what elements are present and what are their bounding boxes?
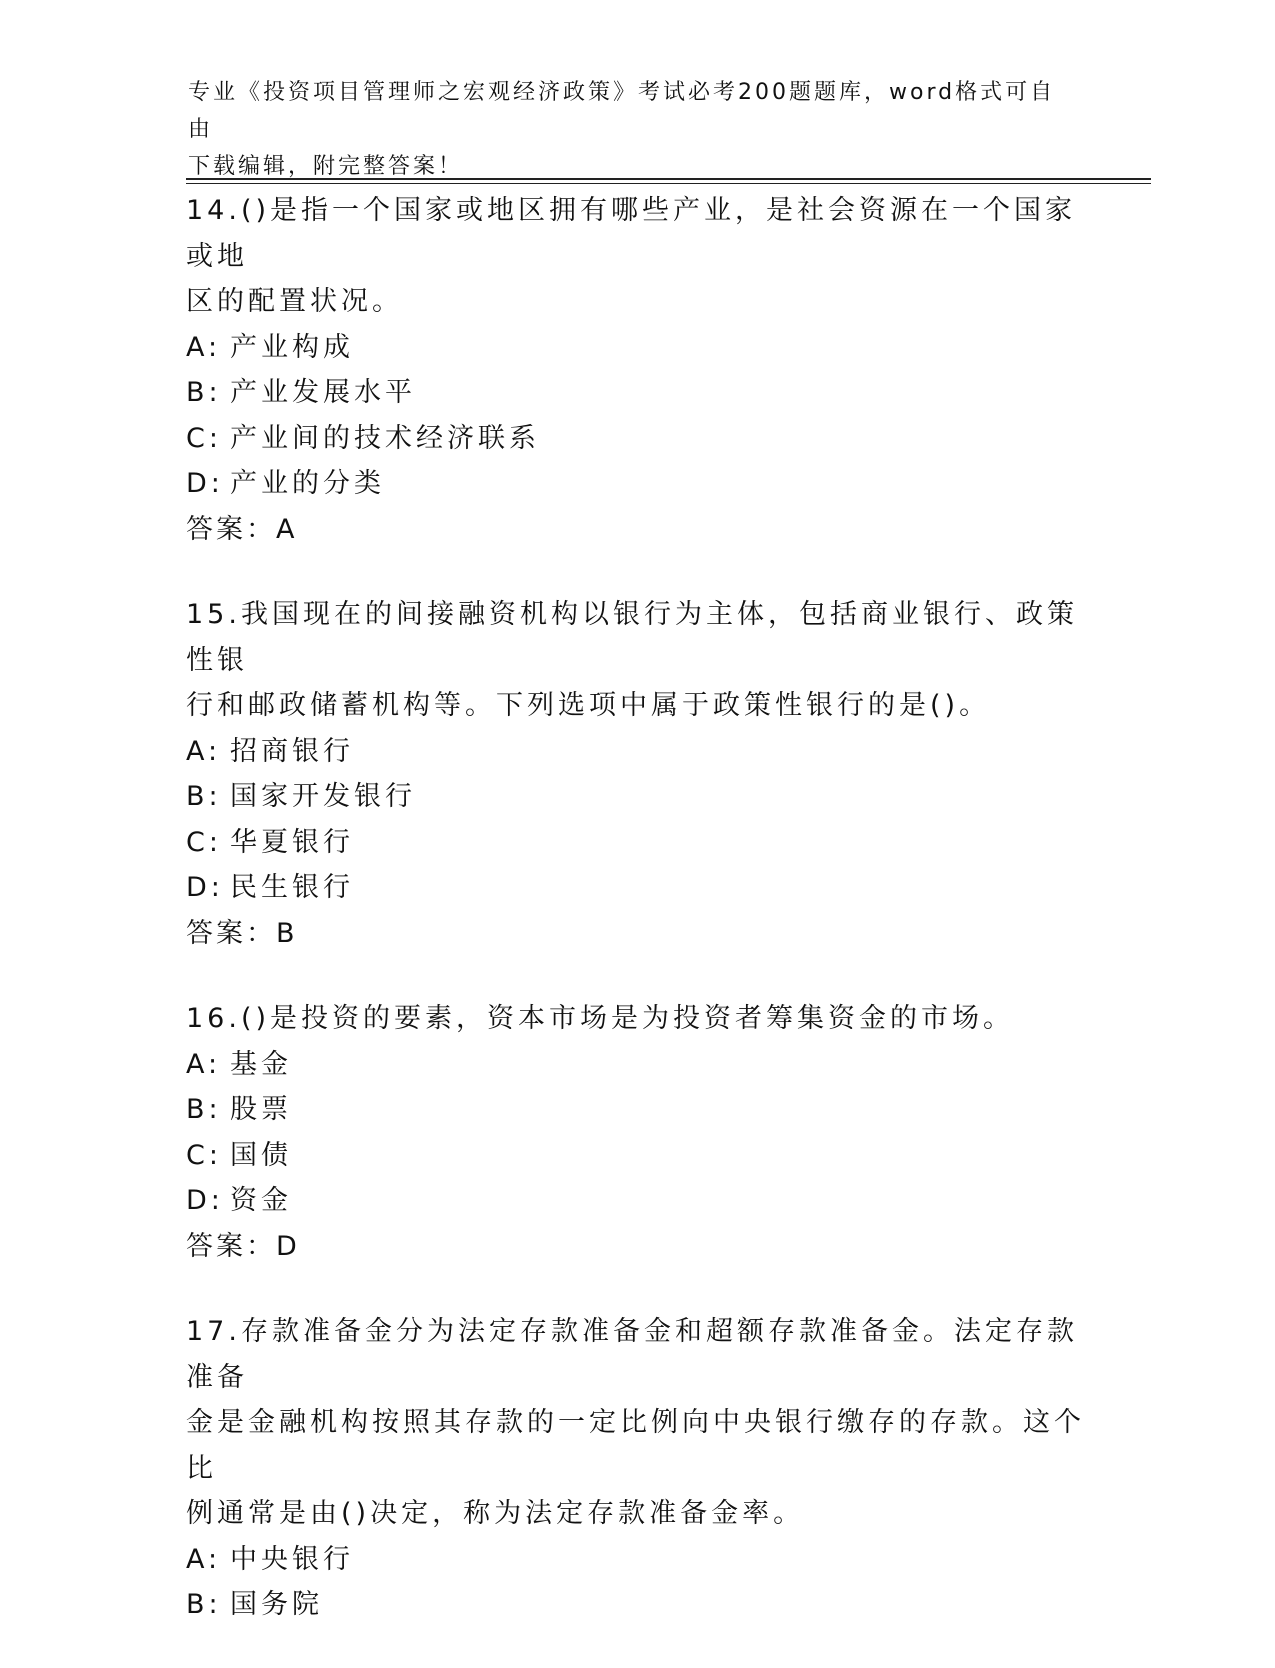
option-letter: B: xyxy=(186,1094,222,1125)
option-text: 产业间的技术经济联系 xyxy=(230,422,540,454)
option-a xyxy=(186,1537,1086,1583)
option-c xyxy=(186,1133,1086,1179)
question-16 xyxy=(186,996,1086,1269)
option-b xyxy=(186,774,1086,820)
option-text: 基金 xyxy=(230,1048,292,1080)
question-text-line: 例通常是由()决定，称为法定存款准备金率。 xyxy=(186,1498,805,1529)
question-text-line: 15.我国现在的间接融资机构以银行为主体，包括商业银行、政策性银 xyxy=(186,599,1078,676)
option-letter: B: xyxy=(186,1589,222,1620)
option-text: 产业的分类 xyxy=(230,468,385,499)
option-letter: A: xyxy=(186,735,222,767)
option-text: 股票 xyxy=(230,1094,292,1125)
option-c xyxy=(186,416,1086,462)
option-letter: C: xyxy=(186,1139,222,1171)
option-letter: A: xyxy=(186,1543,222,1575)
option-letter: B: xyxy=(186,781,222,812)
option-letter: D: xyxy=(186,468,224,499)
question-text xyxy=(186,592,1086,729)
question-text-line: 16.()是投资的要素，资本市场是为投资者筹集资金的市场。 xyxy=(186,1003,1015,1034)
option-letter: D: xyxy=(186,872,224,903)
option-d xyxy=(186,1178,1086,1224)
option-text: 资金 xyxy=(230,1185,292,1216)
document-header xyxy=(188,74,1068,185)
question-text-line: 17.存款准备金分为法定存款准备金和超额存款准备金。法定存款准备 xyxy=(186,1316,1078,1393)
option-text: 产业构成 xyxy=(230,331,354,363)
answer-line: 答案：A xyxy=(186,513,298,545)
option-a xyxy=(186,325,1086,371)
option-text: 中央银行 xyxy=(230,1543,354,1575)
option-text: 国家开发银行 xyxy=(230,781,416,812)
option-letter: B: xyxy=(186,377,222,408)
option-letter: A: xyxy=(186,331,222,363)
option-text: 国债 xyxy=(230,1139,292,1171)
header-line-1: 专业《投资项目管理师之宏观经济政策》考试必考200题题库，word格式可自由 xyxy=(188,80,1056,142)
option-c xyxy=(186,820,1086,866)
question-text xyxy=(186,996,1086,1042)
question-text xyxy=(186,1309,1086,1537)
option-d xyxy=(186,461,1086,507)
option-letter: C: xyxy=(186,422,222,454)
question-text xyxy=(186,188,1086,325)
header-divider-thin xyxy=(186,183,1151,184)
question-text-line: 金是金融机构按照其存款的一定比例向中央银行缴存的存款。这个比 xyxy=(186,1407,1085,1484)
option-text: 招商银行 xyxy=(230,735,354,767)
question-14 xyxy=(186,188,1086,552)
question-text-line: 14.()是指一个国家或地区拥有哪些产业，是社会资源在一个国家或地 xyxy=(186,195,1077,272)
question-17 xyxy=(186,1309,1086,1628)
option-b xyxy=(186,370,1086,416)
question-text-line: 区的配置状况。 xyxy=(186,286,403,317)
header-line-2: 下载编辑，附完整答案！ xyxy=(188,154,464,179)
question-15 xyxy=(186,592,1086,956)
answer-line: 答案：D xyxy=(186,1230,300,1262)
answer-line: 答案：B xyxy=(186,917,298,949)
question-list xyxy=(186,188,1086,1668)
question-text-line: 行和邮政储蓄机构等。下列选项中属于政策性银行的是()。 xyxy=(186,690,991,721)
option-letter: D: xyxy=(186,1185,224,1216)
option-b xyxy=(186,1087,1086,1133)
option-a xyxy=(186,1042,1086,1088)
option-text: 民生银行 xyxy=(230,872,354,903)
option-d xyxy=(186,865,1086,911)
header-divider-thick xyxy=(186,178,1151,180)
option-a xyxy=(186,729,1086,775)
option-text: 产业发展水平 xyxy=(230,377,416,408)
option-letter: A: xyxy=(186,1048,222,1080)
option-text: 华夏银行 xyxy=(230,826,354,858)
option-b xyxy=(186,1582,1086,1628)
option-letter: C: xyxy=(186,826,222,858)
option-text: 国务院 xyxy=(230,1589,323,1620)
